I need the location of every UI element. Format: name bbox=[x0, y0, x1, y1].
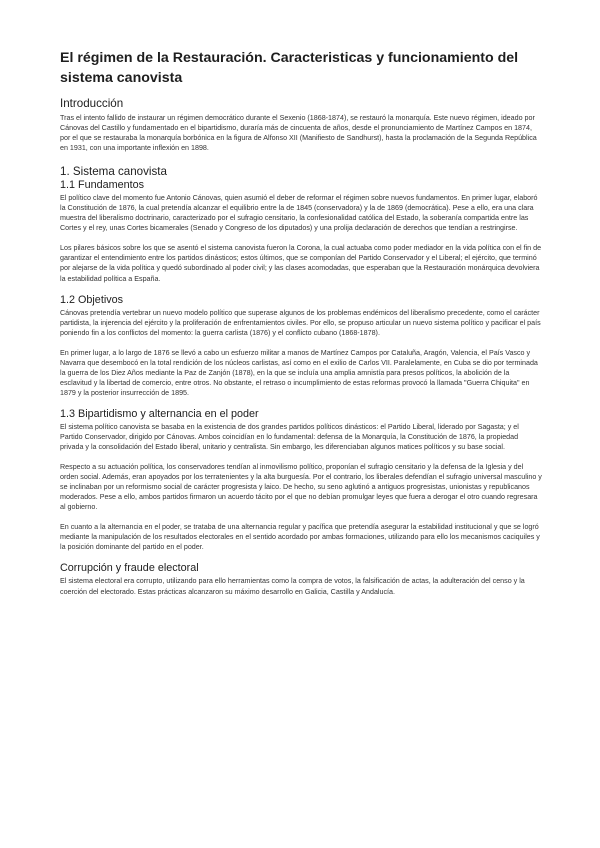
section-1-2-heading: 1.2 Objetivos bbox=[60, 293, 124, 306]
section-1-1-paragraph-2: Los pilares básicos sobre los que se asentó el sistema canovista fueron la Corona, la cual actuaba como poder mediador en la vida política con el fin de garantizar el entendimiento entre los partidos dinásticos; estos últimos, que se componían del Partido Conservador y el Liberal; el ejército, que terminó por alejarse de la vida política y quedó subordinado al poder civil; y las clases acomodadas, que esperaban que la Restauración monárquica devolviera la estabilidad política a España. bbox=[60, 244, 542, 283]
section-1-1-heading: 1.1 Fundamentos bbox=[60, 179, 145, 192]
section-1-1-paragraph-1: El político clave del momento fue Antonio Cánovas, quien asumió el deber de reformar el régimen sobre nuevos fundamentos. En primer lugar, elaboró la Constitución de 1876, la cual pretendía alcanzar el equilibrio entre la de 1845 (conservadora) y la de 1869 (democrática). Pese a ello, era una clara muestra del liberalismo doctrinario, caracterizado por el sufragio censitario, la confesionalidad católica del Estado, la soberanía compartida entre las Cortes y el rey, unas Cortes bicamerales (Senado y Congreso de los diputados) y una prolija declaración de derechos que tendían a restringirse. bbox=[60, 194, 538, 233]
section-1-3-paragraph-1: El sistema político canovista se basaba en la existencia de dos grandes partidos políticos dinásticos: el Partido Liberal, liderado por Sagasta; y el Partido Conservador, dirigido por Cánovas. Ambos coincidían en lo fundamental: defensa de la Monarquía, la Constitución de 1876, la propiedad privada y la consolidación del Estado liberal, unitario y centralista. Sin embargo, les diferenciaban algunos matices políticos y su base social. bbox=[60, 422, 519, 452]
section-1-2-paragraph-2: En primer lugar, a lo largo de 1876 se llevó a cabo un esfuerzo militar a manos de Martínez Campos por Cataluña, Aragón, Valencia, el País Vasco y Navarra que desembocó en la total rendición de los núcleos carlistas, así como en el exilio de Carlos VII. Paralelamente, en Cuba se dio por terminada la guerra de los Diez Años mediante la Paz de Zanjón (1878), en la que se incluía una amplia amnistía para presos políticos, la abolición de la esclavitud y la libertad de comercio, entre otros. No obstante, el retraso o incumplimiento de estas reformas provocó la llamada "Guerra Chiquita" en 1879 y la posterior insurrección de 1895. bbox=[60, 348, 538, 397]
document-title: El régimen de la Restauración. Caracteristicas y funcionamiento del sistema canovista bbox=[60, 50, 519, 86]
section-1-2-paragraph-1: Cánovas pretendía vertebrar un nuevo modelo político que superase algunos de los problemas endémicos del liberalismo precedente, como el carácter partidista, la injerencia del ejército y la proliferación de enfrentamientos civiles. Por ello, se propuso articular un nuevo sistema político y pacificar el país poniendo fin a los conflictos del momento: la guerra carlista (1876) y el conflicto cubano (1868-1878). bbox=[60, 308, 541, 337]
section-1-heading: 1. Sistema canovista bbox=[60, 165, 167, 179]
corruption-paragraph: El sistema electoral era corrupto, utilizando para ello herramientas como la compra de votos, la falsificación de actas, la adulteración del censo y la coerción del electorado. Estas prácticas alcanzaron su máximo desarrollo en Galicia, Castilla y Andalucía. bbox=[60, 577, 525, 596]
document-page bbox=[60, 48, 542, 597]
intro-heading: Introducción bbox=[60, 97, 124, 110]
section-1-3-heading: 1.3 Bipartidismo y alternancia en el poder bbox=[60, 407, 259, 420]
section-1-3-paragraph-3: En cuanto a la alternancia en el poder, se trataba de una alternancia regular y pacífica que pretendía asegurar la estabilidad institucional y que se logró mediante la manipulación de los resultados electorales en el sentido acordado por ambas formaciones, utilizando para ello los mecanismos caciquiles y la posición dominante del partido en el poder. bbox=[60, 523, 540, 552]
section-1-3-paragraph-2: Respecto a su actuación política, los conservadores tendían al inmovilismo político, proponían el sufragio censitario y la defensa de la Iglesia y del orden social. Además, eran apoyados por los terratenientes y la alta burguesía. Por el contrario, los liberales defendían el sufragio universal masculino y se inclinaban por un reformismo social de carácter progresista y laico. De hecho, su seno aglutinó a antiguos progresistas, unionistas y republicanos moderados. Pese a ello, ambos partidos firmaron un acuerdo tácito por el que no debían promulgar leyes que fuera a derogar el otro cuando regresara al gobierno. bbox=[60, 463, 542, 512]
intro-paragraph: Tras el intento fallido de instaurar un régimen democrático durante el Sexenio (1868-1874), se restauró la monarquía. Este nuevo régimen, ideado por Cánovas del Castillo y fundamentado en el bipartidismo, duraría más de cincuenta de años, desde el pronunciamiento de Martínez Campos en 1874, por el que se restauraba la monarquía borbónica en la figura de Alfonso XII (Manifiesto de Sandhurst), hasta la proclamación de la Segunda República en 1931, con una importante inflexión en 1898. bbox=[60, 114, 537, 153]
corruption-heading: Corrupción y fraude electoral bbox=[60, 562, 199, 575]
